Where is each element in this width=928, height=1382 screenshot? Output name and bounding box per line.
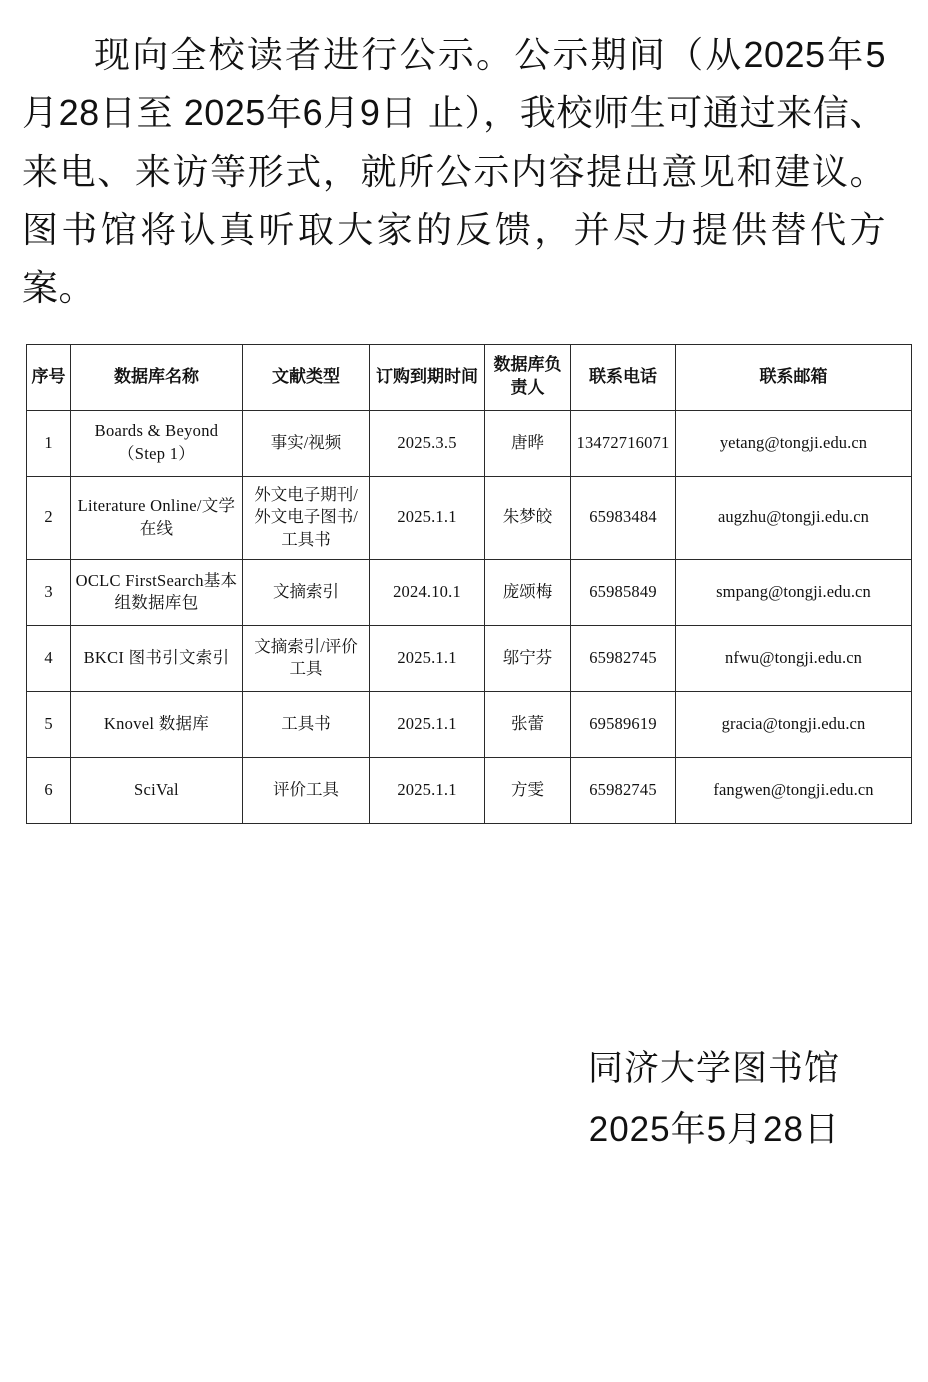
cell-no: 1: [27, 410, 71, 476]
table-row: [27, 476, 912, 559]
table-row: [27, 559, 912, 625]
cell-name: Literature Online/文学在线: [71, 476, 243, 559]
cell-name: OCLC FirstSearch基本组数据库包: [71, 559, 243, 625]
cell-no: 4: [27, 625, 71, 691]
cell-type: 文摘索引/评价工具: [243, 625, 370, 691]
cell-expire: 2025.1.1: [370, 476, 485, 559]
signature-date: 2025年5月28日: [588, 1110, 840, 1150]
table-header-row: [27, 344, 912, 410]
column-header-name: 数据库名称: [71, 344, 243, 410]
signature-organization: 同济大学图书馆: [587, 1048, 840, 1088]
cell-email: nfwu@tongji.edu.cn: [676, 625, 912, 691]
column-header-phone: 联系电话: [571, 344, 676, 410]
table-row: [27, 625, 912, 691]
cell-no: 2: [27, 476, 71, 559]
cell-type: 文摘索引: [243, 559, 370, 625]
table-row: [27, 757, 912, 823]
cell-owner: 邬宁芬: [485, 625, 571, 691]
cell-name: SciVal: [71, 757, 243, 823]
cell-phone: 65983484: [571, 476, 676, 559]
cell-phone: 13472716071: [571, 410, 676, 476]
column-header-expire: 订购到期时间: [370, 344, 485, 410]
cell-no: 3: [27, 559, 71, 625]
database-table: [26, 344, 912, 824]
cell-type: 事实/视频: [243, 410, 370, 476]
cell-expire: 2024.10.1: [370, 559, 485, 625]
signature-block: [22, 1038, 886, 1161]
cell-email: gracia@tongji.edu.cn: [676, 691, 912, 757]
cell-expire: 2025.3.5: [370, 410, 485, 476]
cell-name: Boards & Beyond（Step 1）: [71, 410, 243, 476]
cell-owner: 庞颂梅: [485, 559, 571, 625]
cell-phone: 69589619: [571, 691, 676, 757]
cell-email: fangwen@tongji.edu.cn: [676, 757, 912, 823]
cell-expire: 2025.1.1: [370, 691, 485, 757]
cell-name: Knovel 数据库: [71, 691, 243, 757]
cell-expire: 2025.1.1: [370, 625, 485, 691]
notice-paragraph: 现向全校读者进行公示。公示期间（从2025年5月28日至 2025年6月9日 止），我校师生可通过来信、来电、来访等形式，就所公示内容提出意见和建议。图书馆将认真听取大家的反馈，并尽力提供替代方案。: [22, 34, 886, 309]
column-header-type: 文献类型: [243, 344, 370, 410]
cell-email: augzhu@tongji.edu.cn: [676, 476, 912, 559]
cell-no: 6: [27, 757, 71, 823]
cell-owner: 朱梦皎: [485, 476, 571, 559]
column-header-no: 序号: [27, 344, 71, 410]
cell-expire: 2025.1.1: [370, 757, 485, 823]
cell-phone: 65982745: [571, 625, 676, 691]
cell-owner: 张蕾: [485, 691, 571, 757]
cell-phone: 65985849: [571, 559, 676, 625]
cell-email: yetang@tongji.edu.cn: [676, 410, 912, 476]
column-header-email: 联系邮箱: [676, 344, 912, 410]
cell-type: 工具书: [243, 691, 370, 757]
column-header-owner: 数据库负责人: [485, 344, 571, 410]
cell-type: 评价工具: [243, 757, 370, 823]
cell-owner: 唐晔: [485, 410, 571, 476]
cell-name: BKCI 图书引文索引: [71, 625, 243, 691]
cell-phone: 65982745: [571, 757, 676, 823]
cell-email: smpang@tongji.edu.cn: [676, 559, 912, 625]
cell-owner: 方雯: [485, 757, 571, 823]
cell-no: 5: [27, 691, 71, 757]
table-row: [27, 691, 912, 757]
table-row: [27, 410, 912, 476]
cell-type: 外文电子期刊/外文电子图书/工具书: [243, 476, 370, 559]
